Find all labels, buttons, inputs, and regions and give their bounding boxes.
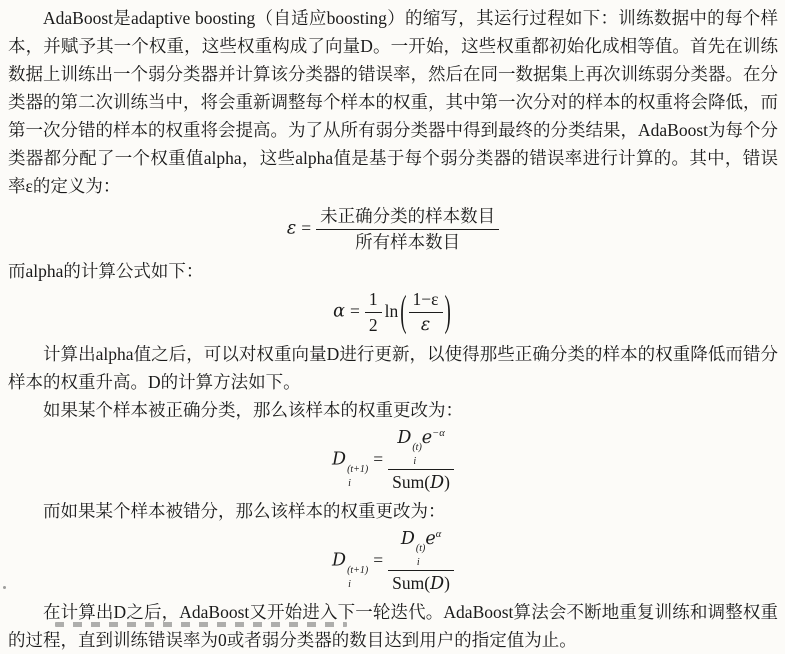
paragraph-correct-case-intro: 如果某个样本被正确分类，那么该样本的权重更改为：	[43, 400, 463, 420]
sum-operator: Sum(	[392, 472, 431, 492]
equals-sign: =	[301, 217, 312, 238]
d-superscript: (t)	[412, 442, 422, 453]
d-symbol: D	[430, 574, 445, 594]
formula-weight-wrong-body	[332, 528, 454, 595]
d-subscript: i	[416, 557, 420, 568]
equals-sign: =	[349, 300, 360, 321]
d-subscript: i	[348, 477, 351, 489]
epsilon-symbol: ε	[286, 218, 297, 239]
d-symbol: D	[430, 473, 445, 493]
d-symbol: D	[332, 550, 347, 571]
d-superscript: (t+1)	[347, 463, 369, 475]
one-half-fraction	[365, 289, 382, 336]
equals-sign: =	[373, 549, 384, 570]
d-superscript: (t+1)	[347, 564, 369, 576]
formula-alpha-body	[333, 289, 453, 336]
d-superscript: (t)	[415, 543, 426, 554]
alpha-symbol: α	[333, 301, 345, 322]
exponent-minus-alpha: −α	[432, 428, 445, 440]
formula-error-rate	[8, 206, 778, 253]
paragraph-adaboost-intro: AdaBoost是adaptive boosting（自适应boosting）的缩写，其运行过程如下：训练数据中的每个样本，并赋予其一个权重，这些权重构成了向量D。一开始，这些权重都初始化成相等值。首先在训练数据上训练出一个弱分类器并计算该分类器的错误率，然后在同一数据集上再次训练弱分类器。在分类器的第二次训练当中，将会重新调整每个样本的权重，其中第一次分对的样本的权重将会降低，而第一次分错的样本的权重将会提高。为了从所有弱分类器中得到最终的分类结果，AdaBoost为每个分类器都分配了一个权重值alpha，这些alpha值是基于每个弱分类器的错误率进行计算的。其中，错误率ε的定义为：	[8, 8, 778, 196]
weight-correct-fraction	[388, 427, 454, 494]
d-symbol: D	[397, 428, 412, 448]
alpha-inner-fraction	[409, 289, 443, 336]
formula-weight-wrong	[8, 528, 778, 595]
alpha-inner-denominator: ε	[420, 315, 431, 335]
d-subscript: i	[413, 456, 417, 467]
alpha-inner-numerator: 1−ε	[409, 289, 443, 313]
paragraph-iteration-closing: 在计算出D之后，AdaBoost又开始进入下一轮迭代。AdaBoost算法会不断地重复训练和调整权重的过程，直到训练错误率为0或者弱分类器的数目达到用户的指定值为止。	[8, 602, 778, 650]
d-symbol: D	[400, 529, 415, 549]
weight-correct-numerator	[388, 427, 454, 470]
d-scripts	[412, 443, 421, 467]
equals-sign: =	[373, 448, 384, 469]
d-scripts	[416, 544, 425, 568]
d-scripts	[347, 465, 368, 489]
error-rate-denominator: 所有样本数目	[355, 232, 461, 252]
error-rate-fraction	[316, 206, 499, 253]
weight-correct-denominator	[388, 470, 454, 494]
clipped-next-line-artifact	[55, 622, 347, 627]
paragraph-wrong-case-intro: 而如果某个样本被错分，那么该样本的权重更改为：	[43, 501, 446, 521]
close-paren: )	[444, 472, 450, 492]
formula-alpha	[8, 289, 778, 336]
scan-noise-speck	[3, 586, 6, 589]
d-symbol: D	[332, 449, 347, 470]
formula-weight-correct-body	[332, 427, 454, 494]
ln-operator: ln	[384, 300, 399, 321]
formula-weight-correct	[8, 427, 778, 494]
close-paren: )	[444, 573, 450, 593]
weight-wrong-fraction	[388, 528, 454, 595]
e-symbol: e	[421, 428, 433, 448]
exponent-alpha: α	[435, 529, 442, 541]
right-paren: )	[444, 287, 451, 336]
one-half-numerator: 1	[365, 289, 382, 313]
one-half-denominator: 2	[368, 315, 378, 335]
error-rate-numerator: 未正确分类的样本数目	[316, 206, 499, 230]
weight-wrong-numerator	[388, 528, 454, 571]
formula-error-rate-body	[287, 206, 499, 253]
weight-wrong-denominator	[388, 571, 454, 595]
d-subscript: i	[348, 578, 351, 590]
sum-operator: Sum(	[392, 573, 431, 593]
paragraph-alpha-intro: 而alpha的计算公式如下：	[8, 261, 204, 281]
d-scripts	[347, 566, 368, 590]
e-symbol: e	[425, 529, 436, 549]
paragraph-update-weight-vector: 计算出alpha值之后，可以对权重向量D进行更新，以使得那些正确分类的样本的权重降低而错分样本的权重升高。D的计算方法如下。	[8, 344, 778, 392]
left-paren: (	[400, 287, 407, 336]
